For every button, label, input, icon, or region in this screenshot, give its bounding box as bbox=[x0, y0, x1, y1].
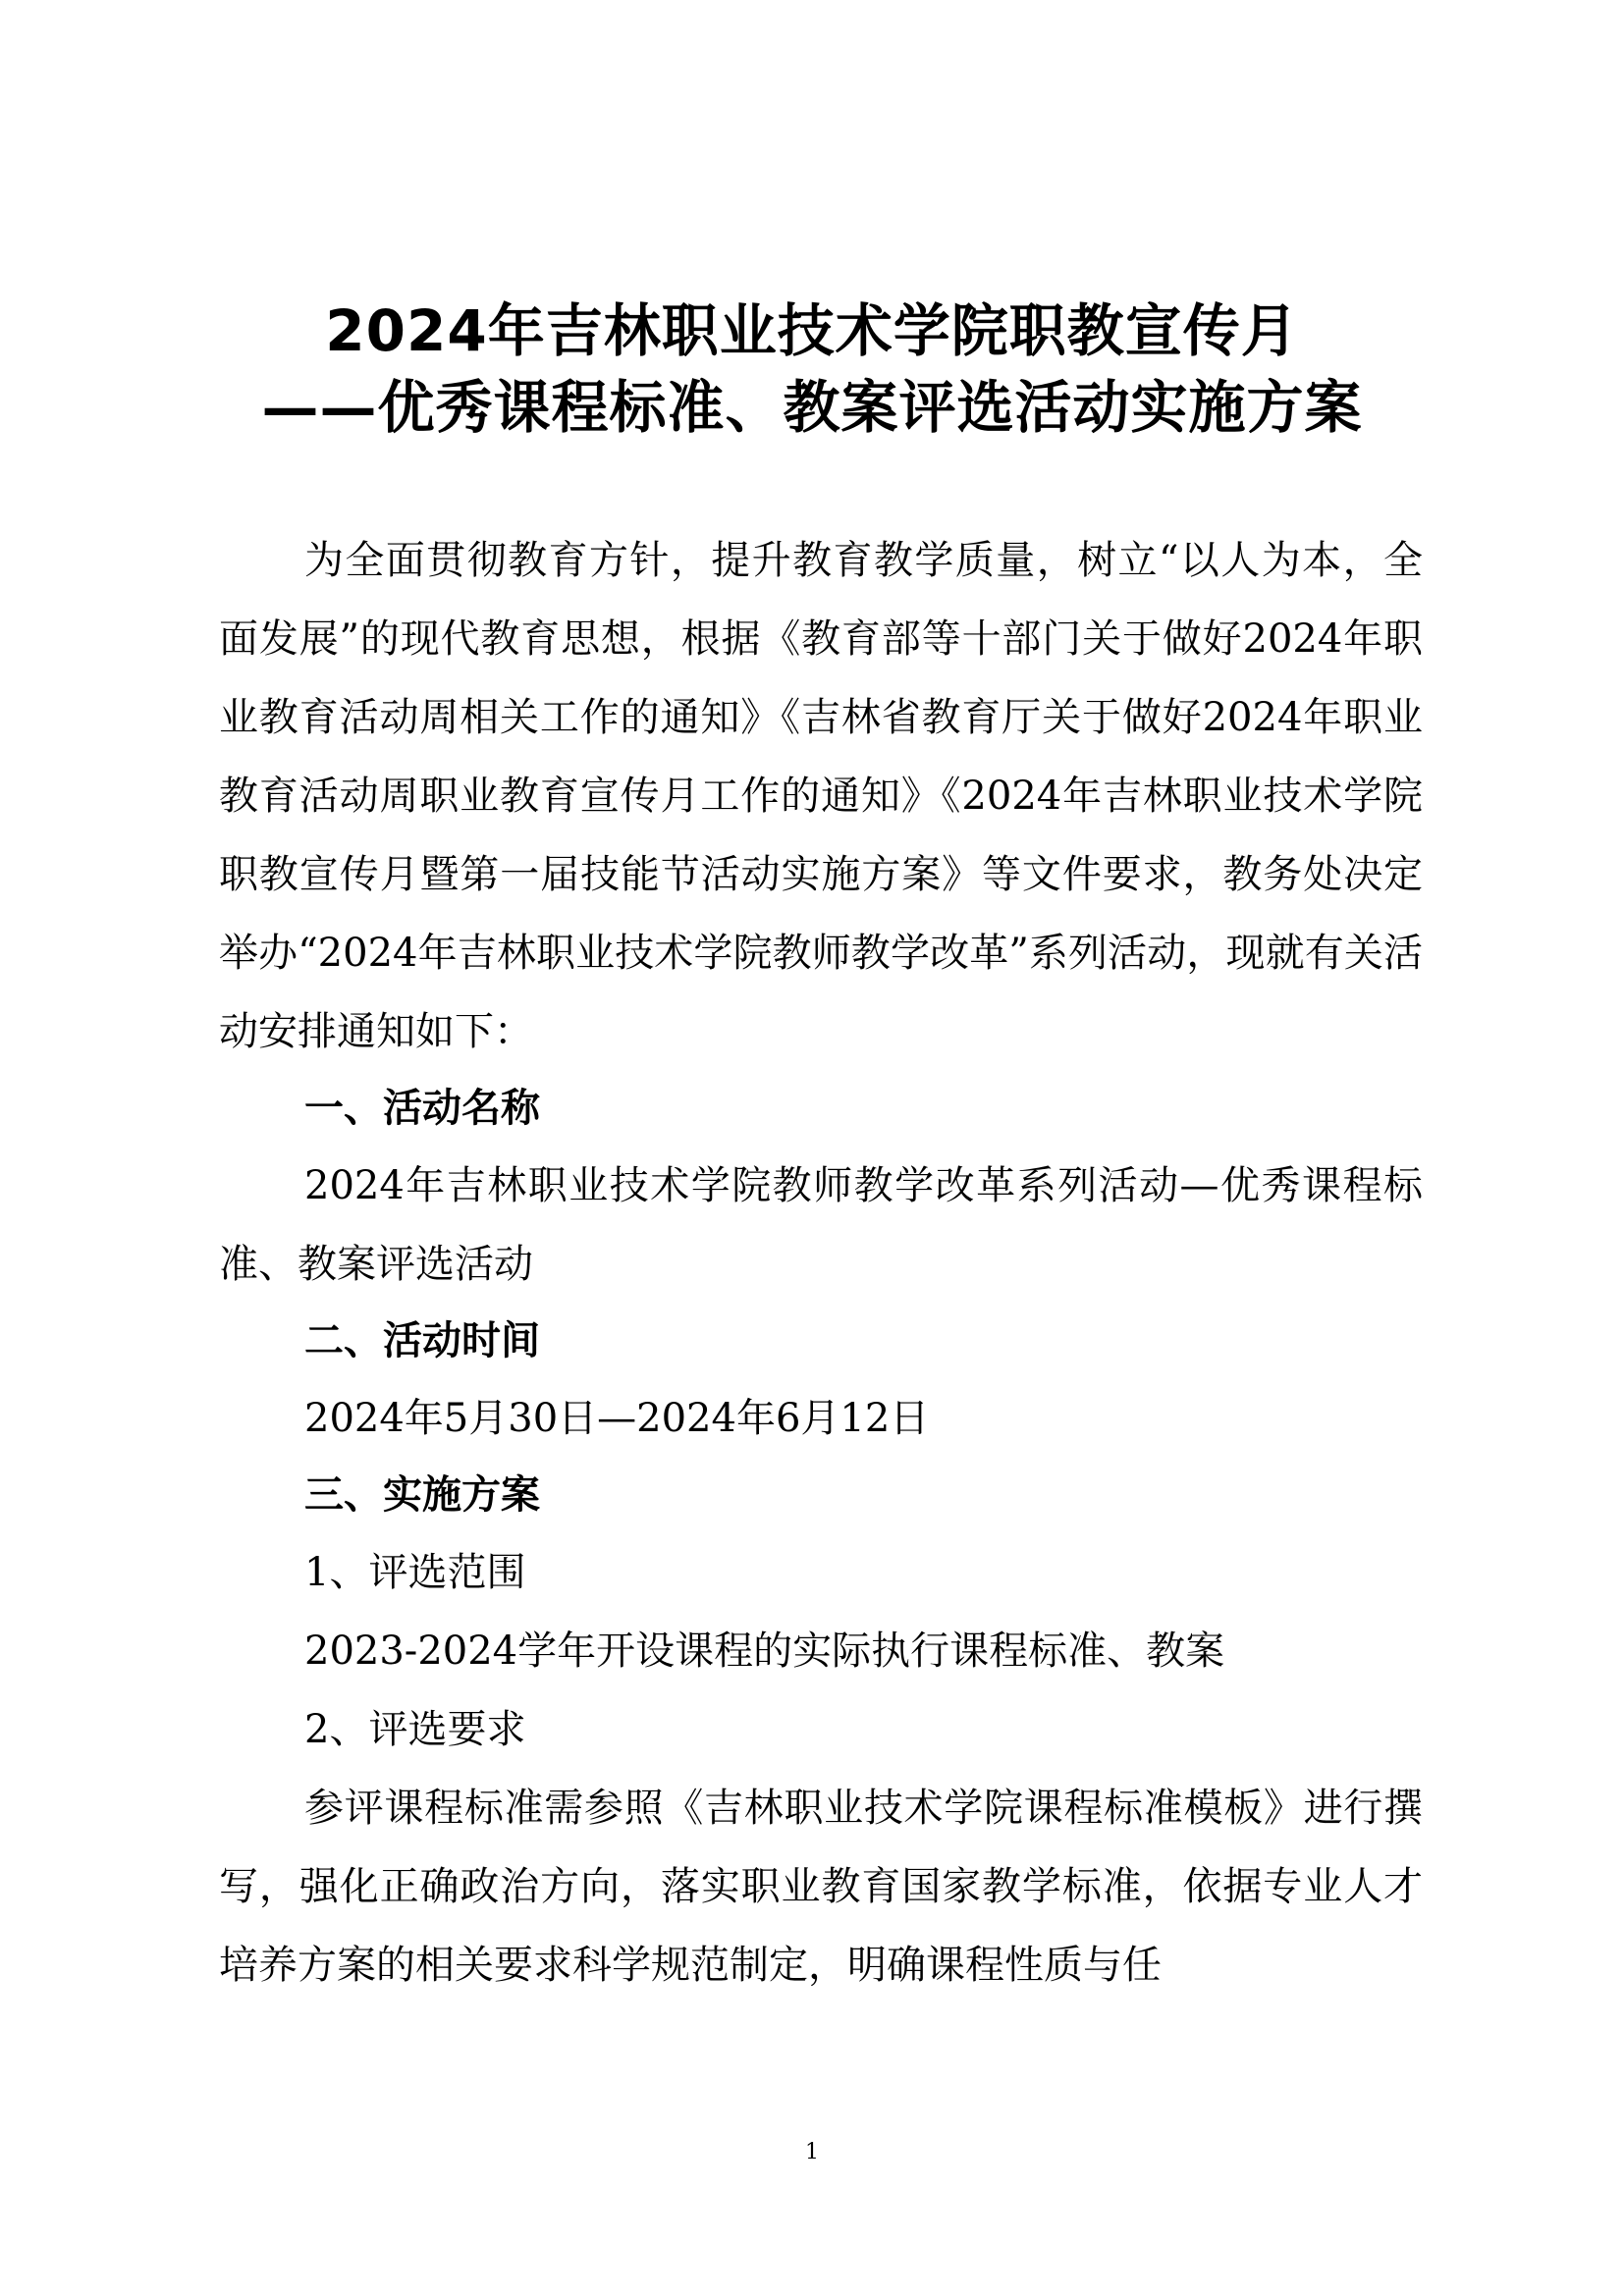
section-content-activity-name: 2024年吉林职业技术学院教师教学改革系列活动—优秀课程标准、教案评选活动 bbox=[219, 1163, 1423, 1287]
page-number: 1 bbox=[805, 2140, 819, 2164]
document-title-line-1: 2024年吉林职业技术学院职教宣传月 bbox=[325, 297, 1299, 364]
section-heading-implementation: 三、实施方案 bbox=[304, 1472, 540, 1518]
subsection-content-requirements: 参评课程标准需参照《吉林职业技术学院课程标准模板》进行撰写，强化正确政治方向，落实职业教育国家教学标准，依据专业人才培养方案的相关要求科学规范制定，明确课程性质与任 bbox=[219, 1786, 1423, 1988]
section-heading-activity-name: 一、活动名称 bbox=[304, 1086, 540, 1131]
document-title-line-2: ——优秀课程标准、教案评选活动实施方案 bbox=[261, 374, 1363, 441]
document-body bbox=[219, 521, 1423, 2004]
subsection-content-scope: 2023-2024学年开设课程的实际执行课程标准、教案 bbox=[304, 1629, 1225, 1674]
subsection-title-requirements: 2、评选要求 bbox=[304, 1707, 526, 1752]
intro-paragraph: 为全面贯彻教育方针，提升教育教学质量，树立“以人为本，全面发展”的现代教育思想，根据《教育部等十部门关于做好2024年职业教育活动周相关工作的通知》《吉林省教育厅关于做好2024年职业教育活动周职业教育宣传月工作的通知》《2024年吉林职业技术学院职教宣传月暨第一届技能节活动实施方案》等文件要求，教务处决定举办“2024年吉林职业技术学院教师教学改革”系列活动，现就有关活动安排通知如下： bbox=[219, 538, 1423, 1054]
section-content-activity-time: 2024年5月30日—2024年6月12日 bbox=[304, 1396, 930, 1441]
section-heading-activity-time: 二、活动时间 bbox=[304, 1318, 540, 1363]
subsection-title-scope: 1、评选范围 bbox=[304, 1550, 526, 1595]
